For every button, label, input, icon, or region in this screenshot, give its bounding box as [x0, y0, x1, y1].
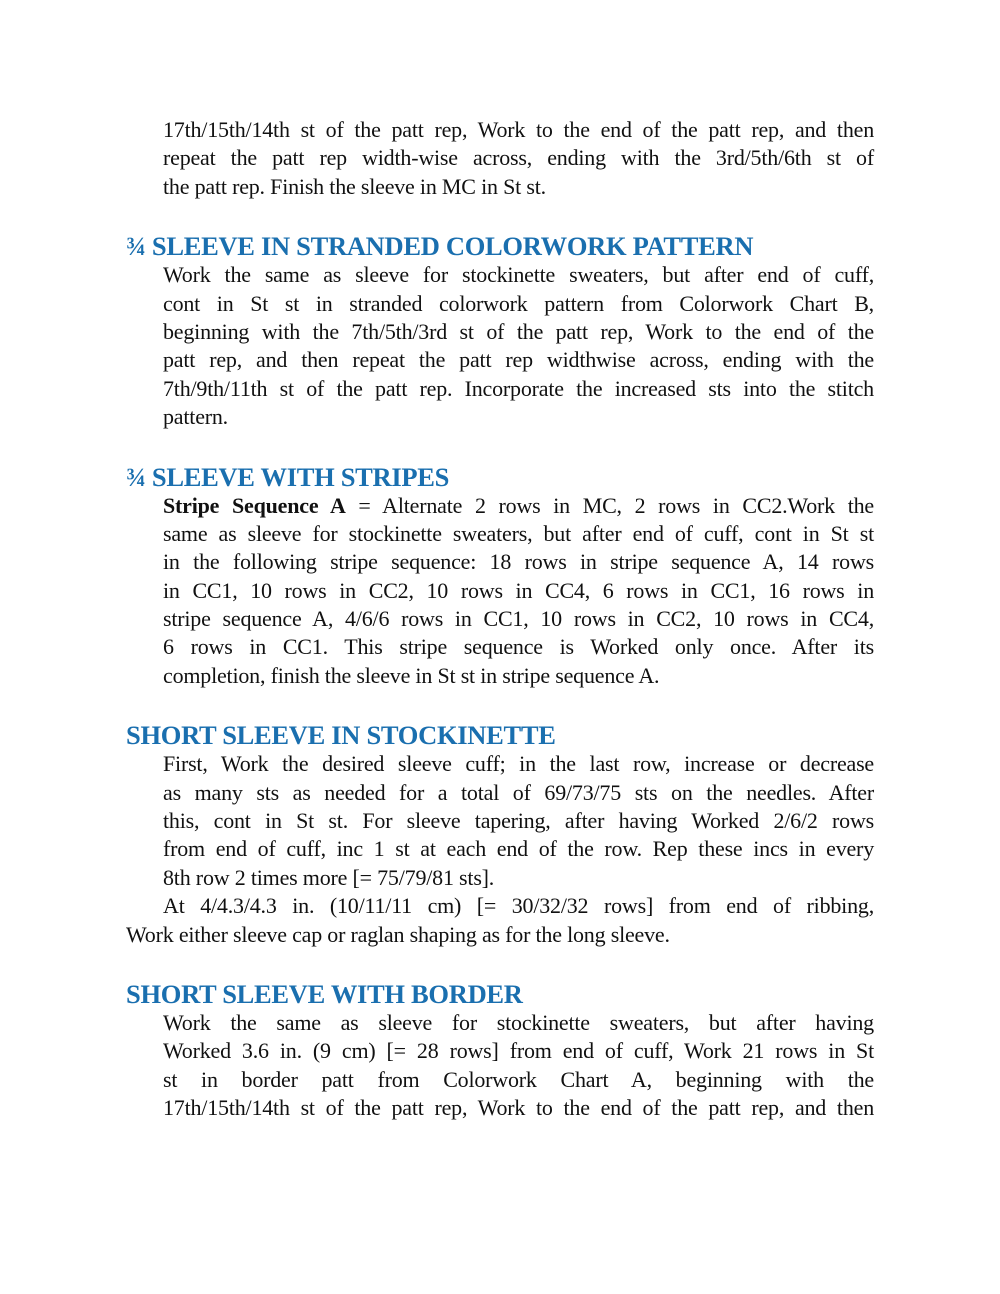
section-heading: ¾ SLEEVE IN STRANDED COLORWORK PATTERN [126, 231, 754, 262]
section-heading: SHORT SLEEVE IN STOCKINETTE [126, 720, 556, 751]
intro-paragraph [126, 116, 874, 201]
section-stranded-colorwork [126, 231, 874, 431]
text-line: beginning with the 7th/5th/3rd st of the patt rep, Work to the end of the [163, 318, 874, 344]
text-line: 17th/15th/14th st of the patt rep, Work to the end of the patt rep, and then [163, 117, 874, 142]
text-line: in the following stripe sequence: 18 rows in stripe sequence A, 14 rows [163, 549, 874, 575]
section-short-stockinette [126, 720, 874, 949]
text-line: 6 rows in CC1. This stripe sequence is Worked only once. After its [163, 634, 874, 660]
section-heading: ¾ SLEEVE WITH STRIPES [126, 461, 450, 492]
text-line: 7th/9th/11th st of the patt rep. Incorporate the increased sts into the stitch [163, 375, 874, 401]
stripe-sequence-definition: = Alternate 2 rows in MC, 2 rows in CC2.Work the [345, 492, 874, 518]
text-line: from end of cuff, inc 1 st at each end of the row. Rep these incs in every [163, 836, 874, 862]
text-line: this, cont in St st. For sleeve tapering, after having Worked 2/6/2 rows [163, 808, 874, 834]
document-page [126, 116, 874, 1123]
text-line: in CC1, 10 rows in CC2, 10 rows in CC4, 6 rows in CC1, 16 rows in [163, 577, 874, 603]
text-line: same as sleeve for stockinette sweaters, but after end of cuff, cont in St st [163, 520, 874, 546]
section-short-border [126, 979, 874, 1123]
text-line: At 4/4.3/4.3 in. (10/11/11 cm) [= 30/32/32 rows] from end of ribbing, [163, 893, 874, 919]
text-line: st in border patt from Colorwork Chart A, beginning with the [163, 1066, 874, 1092]
text-line: completion, finish the sleeve in St st in stripe sequence A. [163, 662, 660, 688]
text-line: First, Work the desired sleeve cuff; in the last row, increase or decrease [163, 751, 874, 777]
text-line: 17th/15th/14th st of the patt rep, Work to the end of the patt rep, and then [163, 1095, 874, 1121]
text-line: stripe sequence A, 4/6/6 rows in CC1, 10 rows in CC2, 10 rows in CC4, [163, 606, 874, 632]
text-line: Worked 3.6 in. (9 cm) [= 28 rows] from end of cuff, Work 21 rows in St [163, 1038, 874, 1064]
text-line: patt rep, and then repeat the patt rep widthwise across, ending with the [163, 347, 874, 373]
text-line: the patt rep. Finish the sleeve in MC in St st. [163, 173, 546, 199]
text-line: cont in St st in stranded colorwork pattern from Colorwork Chart B, [163, 290, 874, 316]
text-line: pattern. [163, 404, 228, 430]
section-stripes [126, 462, 874, 691]
text-line: repeat the patt rep width-wise across, ending with the 3rd/5th/6th st of [163, 145, 874, 171]
text-line [126, 492, 874, 520]
text-line: Work the same as sleeve for stockinette sweaters, but after end of cuff, [163, 262, 874, 288]
text-line: Work either sleeve cap or raglan shaping as for the long sleeve. [126, 921, 670, 947]
stripe-sequence-label: Stripe Sequence A [163, 492, 346, 518]
section-heading: SHORT SLEEVE WITH BORDER [126, 978, 523, 1009]
text-line: as many sts as needed for a total of 69/73/75 sts on the needles. After [163, 779, 874, 805]
text-line: 8th row 2 times more [= 75/79/81 sts]. [163, 864, 495, 890]
text-line: Work the same as sleeve for stockinette sweaters, but after having [163, 1009, 874, 1035]
